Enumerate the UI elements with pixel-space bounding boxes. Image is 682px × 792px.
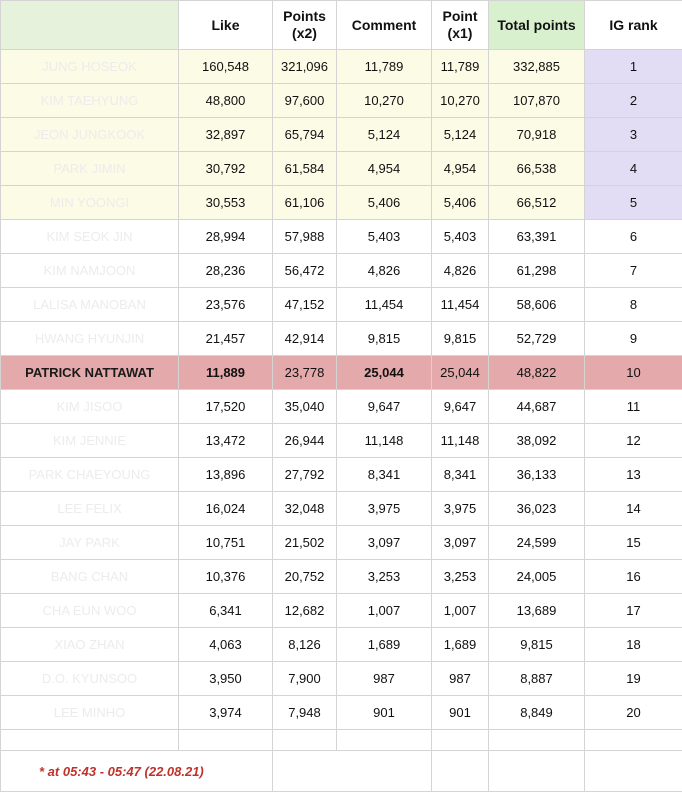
like-cell: 6,341 bbox=[179, 594, 273, 628]
blank-cell bbox=[585, 730, 682, 751]
header-points-x2 bbox=[273, 1, 337, 50]
table-body bbox=[1, 50, 682, 730]
name-cell: LEE FELIX bbox=[1, 492, 179, 526]
total-points-cell: 13,689 bbox=[489, 594, 585, 628]
table-row bbox=[1, 424, 682, 458]
point-x1-cell: 3,975 bbox=[432, 492, 489, 526]
ig-rank-cell: 8 bbox=[585, 288, 682, 322]
like-cell: 30,553 bbox=[179, 186, 273, 220]
points-x2-cell: 23,778 bbox=[273, 356, 337, 390]
points-x2-cell: 7,900 bbox=[273, 662, 337, 696]
points-x2-cell: 32,048 bbox=[273, 492, 337, 526]
header-points-x2-line1: Points bbox=[283, 8, 326, 24]
table-row bbox=[1, 628, 682, 662]
comment-cell: 9,815 bbox=[337, 322, 432, 356]
name-cell: PATRICK NATTAWAT bbox=[1, 356, 179, 390]
comment-cell: 3,253 bbox=[337, 560, 432, 594]
point-x1-cell: 1,689 bbox=[432, 628, 489, 662]
header-ig-rank: IG rank bbox=[585, 1, 682, 50]
table-row bbox=[1, 356, 682, 390]
blank-cell bbox=[1, 730, 179, 751]
total-points-cell: 38,092 bbox=[489, 424, 585, 458]
total-points-cell: 24,599 bbox=[489, 526, 585, 560]
comment-cell: 987 bbox=[337, 662, 432, 696]
blank-cell bbox=[179, 730, 273, 751]
name-cell: KIM TAEHYUNG bbox=[1, 84, 179, 118]
ig-rank-cell: 9 bbox=[585, 322, 682, 356]
name-cell: KIM JENNIE bbox=[1, 424, 179, 458]
points-x2-cell: 47,152 bbox=[273, 288, 337, 322]
table-row bbox=[1, 322, 682, 356]
comment-cell: 5,124 bbox=[337, 118, 432, 152]
like-cell: 28,994 bbox=[179, 220, 273, 254]
points-x2-cell: 61,584 bbox=[273, 152, 337, 186]
point-x1-cell: 10,270 bbox=[432, 84, 489, 118]
point-x1-cell: 25,044 bbox=[432, 356, 489, 390]
header-point-x1 bbox=[432, 1, 489, 50]
total-points-cell: 8,849 bbox=[489, 696, 585, 730]
blank-cell bbox=[337, 730, 432, 751]
points-x2-cell: 321,096 bbox=[273, 50, 337, 84]
name-cell: KIM JISOO bbox=[1, 390, 179, 424]
point-x1-cell: 4,954 bbox=[432, 152, 489, 186]
points-x2-cell: 12,682 bbox=[273, 594, 337, 628]
points-x2-cell: 56,472 bbox=[273, 254, 337, 288]
total-points-cell: 48,822 bbox=[489, 356, 585, 390]
name-cell: JEON JUNGKOOK bbox=[1, 118, 179, 152]
name-cell: LALISA MANOBAN bbox=[1, 288, 179, 322]
ig-rank-cell: 7 bbox=[585, 254, 682, 288]
total-points-cell: 24,005 bbox=[489, 560, 585, 594]
like-cell: 11,889 bbox=[179, 356, 273, 390]
ig-rank-cell: 6 bbox=[585, 220, 682, 254]
table-row bbox=[1, 492, 682, 526]
table-row bbox=[1, 186, 682, 220]
table-row bbox=[1, 526, 682, 560]
blank-cell bbox=[273, 730, 337, 751]
header-points-x2-line2: (x2) bbox=[292, 25, 317, 41]
comment-cell: 1,007 bbox=[337, 594, 432, 628]
name-cell: PARK CHAEYOUNG bbox=[1, 458, 179, 492]
points-x2-cell: 57,988 bbox=[273, 220, 337, 254]
total-points-cell: 66,538 bbox=[489, 152, 585, 186]
comment-cell: 4,954 bbox=[337, 152, 432, 186]
table-row bbox=[1, 696, 682, 730]
point-x1-cell: 11,454 bbox=[432, 288, 489, 322]
comment-cell: 3,097 bbox=[337, 526, 432, 560]
comment-cell: 8,341 bbox=[337, 458, 432, 492]
comment-cell: 901 bbox=[337, 696, 432, 730]
ig-rank-cell: 10 bbox=[585, 356, 682, 390]
header-name bbox=[1, 1, 179, 50]
comment-cell: 5,403 bbox=[337, 220, 432, 254]
points-x2-cell: 65,794 bbox=[273, 118, 337, 152]
blank-cell bbox=[273, 751, 432, 792]
total-points-cell: 332,885 bbox=[489, 50, 585, 84]
name-cell: CHA EUN WOO bbox=[1, 594, 179, 628]
total-points-cell: 70,918 bbox=[489, 118, 585, 152]
like-cell: 17,520 bbox=[179, 390, 273, 424]
name-cell: JAY PARK bbox=[1, 526, 179, 560]
blank-cell bbox=[489, 730, 585, 751]
table-row bbox=[1, 662, 682, 696]
ig-rank-cell: 11 bbox=[585, 390, 682, 424]
points-x2-cell: 20,752 bbox=[273, 560, 337, 594]
point-x1-cell: 901 bbox=[432, 696, 489, 730]
ig-rank-cell: 18 bbox=[585, 628, 682, 662]
table-row bbox=[1, 560, 682, 594]
name-cell: LEE MINHO bbox=[1, 696, 179, 730]
name-cell: KIM NAMJOON bbox=[1, 254, 179, 288]
blank-row bbox=[1, 730, 682, 751]
ig-rank-cell: 20 bbox=[585, 696, 682, 730]
ig-rank-cell: 16 bbox=[585, 560, 682, 594]
table-row bbox=[1, 84, 682, 118]
comment-cell: 9,647 bbox=[337, 390, 432, 424]
points-x2-cell: 97,600 bbox=[273, 84, 337, 118]
like-cell: 30,792 bbox=[179, 152, 273, 186]
table-row bbox=[1, 50, 682, 84]
total-points-cell: 52,729 bbox=[489, 322, 585, 356]
point-x1-cell: 987 bbox=[432, 662, 489, 696]
comment-cell: 11,148 bbox=[337, 424, 432, 458]
header-row bbox=[1, 1, 682, 50]
ig-rank-cell: 13 bbox=[585, 458, 682, 492]
points-x2-cell: 8,126 bbox=[273, 628, 337, 662]
like-cell: 16,024 bbox=[179, 492, 273, 526]
point-x1-cell: 4,826 bbox=[432, 254, 489, 288]
like-cell: 21,457 bbox=[179, 322, 273, 356]
comment-cell: 11,454 bbox=[337, 288, 432, 322]
table-row bbox=[1, 390, 682, 424]
total-points-cell: 44,687 bbox=[489, 390, 585, 424]
like-cell: 13,472 bbox=[179, 424, 273, 458]
point-x1-cell: 5,124 bbox=[432, 118, 489, 152]
total-points-cell: 63,391 bbox=[489, 220, 585, 254]
ig-rank-cell: 19 bbox=[585, 662, 682, 696]
point-x1-cell: 9,815 bbox=[432, 322, 489, 356]
comment-cell: 5,406 bbox=[337, 186, 432, 220]
name-cell: KIM SEOK JIN bbox=[1, 220, 179, 254]
like-cell: 28,236 bbox=[179, 254, 273, 288]
name-cell: BANG CHAN bbox=[1, 560, 179, 594]
table-row bbox=[1, 152, 682, 186]
total-points-cell: 9,815 bbox=[489, 628, 585, 662]
ig-rank-cell: 1 bbox=[585, 50, 682, 84]
total-points-cell: 36,023 bbox=[489, 492, 585, 526]
like-cell: 10,751 bbox=[179, 526, 273, 560]
header-point-x1-line1: Point bbox=[443, 8, 478, 24]
ig-rank-cell: 14 bbox=[585, 492, 682, 526]
point-x1-cell: 5,403 bbox=[432, 220, 489, 254]
blank-cell bbox=[489, 751, 585, 792]
comment-cell: 3,975 bbox=[337, 492, 432, 526]
table-row bbox=[1, 118, 682, 152]
like-cell: 10,376 bbox=[179, 560, 273, 594]
ig-rank-cell: 4 bbox=[585, 152, 682, 186]
table-row bbox=[1, 594, 682, 628]
ig-rank-cell: 2 bbox=[585, 84, 682, 118]
total-points-cell: 61,298 bbox=[489, 254, 585, 288]
total-points-cell: 66,512 bbox=[489, 186, 585, 220]
ig-rank-cell: 5 bbox=[585, 186, 682, 220]
point-x1-cell: 5,406 bbox=[432, 186, 489, 220]
total-points-cell: 107,870 bbox=[489, 84, 585, 118]
like-cell: 13,896 bbox=[179, 458, 273, 492]
comment-cell: 25,044 bbox=[337, 356, 432, 390]
like-cell: 32,897 bbox=[179, 118, 273, 152]
total-points-cell: 58,606 bbox=[489, 288, 585, 322]
like-cell: 3,974 bbox=[179, 696, 273, 730]
point-x1-cell: 3,253 bbox=[432, 560, 489, 594]
points-x2-cell: 21,502 bbox=[273, 526, 337, 560]
blank-cell bbox=[585, 751, 682, 792]
ig-rank-cell: 12 bbox=[585, 424, 682, 458]
table-row bbox=[1, 220, 682, 254]
points-x2-cell: 27,792 bbox=[273, 458, 337, 492]
footnote: * at 05:43 - 05:47 (22.08.21) bbox=[1, 751, 273, 792]
name-cell: XIAO ZHAN bbox=[1, 628, 179, 662]
point-x1-cell: 11,148 bbox=[432, 424, 489, 458]
header-total-points: Total points bbox=[489, 1, 585, 50]
header-like: Like bbox=[179, 1, 273, 50]
name-cell: JUNG HOSEOK bbox=[1, 50, 179, 84]
total-points-cell: 36,133 bbox=[489, 458, 585, 492]
comment-cell: 10,270 bbox=[337, 84, 432, 118]
point-x1-cell: 1,007 bbox=[432, 594, 489, 628]
point-x1-cell: 9,647 bbox=[432, 390, 489, 424]
ig-rank-cell: 17 bbox=[585, 594, 682, 628]
table-row bbox=[1, 458, 682, 492]
table-row bbox=[1, 288, 682, 322]
point-x1-cell: 3,097 bbox=[432, 526, 489, 560]
points-x2-cell: 26,944 bbox=[273, 424, 337, 458]
total-points-cell: 8,887 bbox=[489, 662, 585, 696]
comment-cell: 11,789 bbox=[337, 50, 432, 84]
like-cell: 160,548 bbox=[179, 50, 273, 84]
name-cell: D.O. KYUNSOO bbox=[1, 662, 179, 696]
like-cell: 23,576 bbox=[179, 288, 273, 322]
like-cell: 3,950 bbox=[179, 662, 273, 696]
ig-rank-cell: 15 bbox=[585, 526, 682, 560]
points-x2-cell: 35,040 bbox=[273, 390, 337, 424]
comment-cell: 1,689 bbox=[337, 628, 432, 662]
blank-cell bbox=[432, 751, 489, 792]
name-cell: PARK JIMIN bbox=[1, 152, 179, 186]
table-row bbox=[1, 254, 682, 288]
point-x1-cell: 8,341 bbox=[432, 458, 489, 492]
like-cell: 48,800 bbox=[179, 84, 273, 118]
blank-cell bbox=[432, 730, 489, 751]
footnote-row bbox=[1, 751, 682, 792]
points-x2-cell: 7,948 bbox=[273, 696, 337, 730]
point-x1-cell: 11,789 bbox=[432, 50, 489, 84]
comment-cell: 4,826 bbox=[337, 254, 432, 288]
points-x2-cell: 61,106 bbox=[273, 186, 337, 220]
like-cell: 4,063 bbox=[179, 628, 273, 662]
ig-rank-cell: 3 bbox=[585, 118, 682, 152]
header-comment: Comment bbox=[337, 1, 432, 50]
name-cell: HWANG HYUNJIN bbox=[1, 322, 179, 356]
name-cell: MIN YOONGI bbox=[1, 186, 179, 220]
header-point-x1-line2: (x1) bbox=[448, 25, 473, 41]
points-x2-cell: 42,914 bbox=[273, 322, 337, 356]
